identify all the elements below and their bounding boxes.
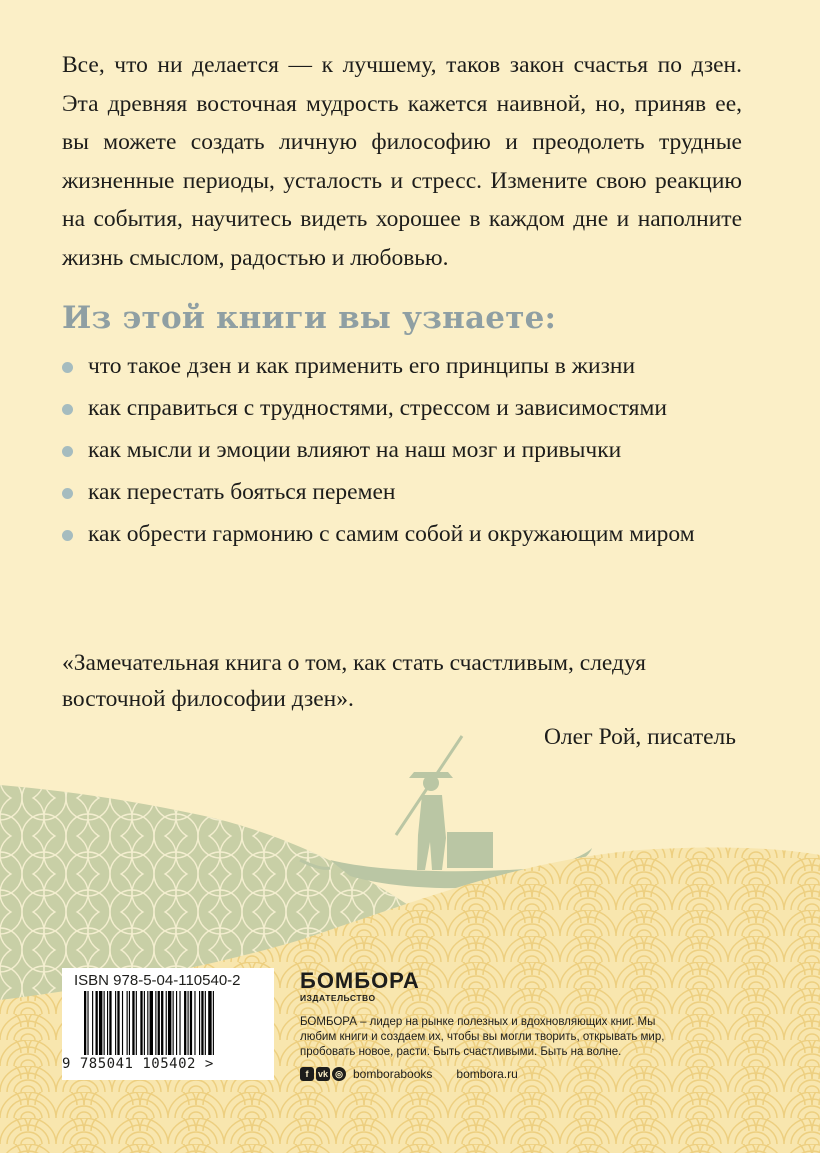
barcode-bar — [179, 991, 180, 1055]
publisher-description: БОМБОРА – лидер на рынке полезных и вдохновляющих книг. Мы любим книги и создаем их, чтобы вы могли творить, открывать мир, пробовать новое, расти. Быть счастливыми. Быть на волне. — [300, 1016, 665, 1058]
bullet-icon — [62, 530, 73, 541]
list-item — [62, 392, 742, 424]
barcode-bar — [132, 991, 134, 1055]
list-item-text: что такое дзен и как применить его принципы в жизни — [88, 353, 636, 379]
barcode-bar — [199, 991, 200, 1055]
list-item — [62, 434, 742, 466]
publisher-logo-subtitle: ИЗДАТЕЛЬСТВО — [300, 993, 376, 1003]
barcode-bar — [155, 991, 156, 1055]
barcode-bar — [144, 991, 145, 1055]
list-item-text: как мысли и эмоции влияют на наш мозг и привычки — [88, 437, 622, 463]
barcode-bar — [188, 991, 189, 1055]
barcode-bar — [147, 991, 148, 1055]
bullet-icon — [62, 362, 73, 373]
barcode-digits: 9 785041 105402 > — [62, 1056, 214, 1072]
barcode-bar — [150, 991, 153, 1055]
list-item-text: как перестать бояться перемен — [88, 479, 396, 505]
list-item — [62, 476, 742, 508]
instagram-icon[interactable]: ◎ — [332, 1067, 346, 1081]
barcode-bar — [168, 991, 171, 1055]
barcode-bar — [115, 991, 116, 1055]
quote-text: «Замечательная книга о том, как стать счастливым, следуя восточной философии дзен». — [62, 650, 646, 712]
barcode-bar — [92, 991, 93, 1055]
list-item-text: как справиться с трудностями, стрессом и зависимостями — [88, 395, 667, 421]
barcode-bar — [104, 991, 105, 1055]
barcode-bar — [107, 991, 108, 1055]
barcode-bar — [213, 991, 214, 1055]
barcode-bar — [87, 991, 88, 1055]
bullet-icon — [62, 488, 73, 499]
bullet-icon — [62, 404, 73, 415]
barcode-bar — [176, 991, 177, 1055]
publisher-logo: БОМБОРА — [300, 968, 420, 993]
quote-author: Олег Рой, писатель — [543, 724, 736, 750]
barcode-block — [62, 968, 274, 1080]
website-link[interactable]: bombora.ru — [456, 1067, 518, 1081]
publisher-block — [300, 970, 740, 1081]
barcode-bar — [129, 991, 130, 1055]
facebook-icon[interactable]: f — [300, 1067, 314, 1081]
bullet-icon — [62, 446, 73, 457]
barcode-bar — [127, 991, 128, 1055]
barcode-bar — [190, 991, 192, 1055]
barcode-bar — [136, 991, 137, 1055]
barcode-bar — [109, 991, 111, 1055]
barcode-bar — [205, 991, 206, 1055]
learn-heading: Из этой книги вы узнаете: — [62, 300, 557, 336]
barcode-bar — [84, 991, 86, 1055]
intro-paragraph — [62, 46, 742, 277]
barcode-bar — [122, 991, 123, 1055]
list-item — [62, 350, 742, 382]
barcode-bar — [184, 991, 186, 1055]
barcode-bar — [140, 991, 142, 1055]
barcode-bar — [96, 991, 98, 1055]
barcode-bar — [158, 991, 160, 1055]
intro-text: Все, что ни делается — к лучшему, таков закон счастья по дзен. Эта древняя восточная мудрость кажется наивной, но, приняв ее, вы можете создать личную философию и преодолеть трудные жизненные периоды, усталость и стресс. Измените свою реакцию на события, научитесь видеть хорошее в каждом дне и наполните жизнь смыслом, радостью и любовью. — [62, 52, 742, 271]
list-item — [62, 518, 742, 550]
barcode-bar — [166, 991, 167, 1055]
barcode-icon — [84, 991, 254, 1055]
social-links — [300, 1067, 740, 1081]
testimonial — [62, 645, 742, 755]
barcode-bar — [173, 991, 174, 1055]
learn-list — [62, 350, 742, 560]
barcode-bar — [208, 991, 211, 1055]
barcode-bar — [99, 991, 102, 1055]
isbn-label: ISBN 978-5-04-110540-2 — [74, 972, 241, 989]
barcode-bar — [117, 991, 119, 1055]
social-handle[interactable]: bomborabooks — [353, 1067, 433, 1081]
list-item-text: как обрести гармонию с самим собой и окружающим миром — [88, 521, 695, 547]
barcode-bar — [194, 991, 195, 1055]
barcode-bar — [161, 991, 163, 1055]
barcode-bar — [201, 991, 203, 1055]
vk-icon[interactable]: vk — [317, 1069, 328, 1079]
